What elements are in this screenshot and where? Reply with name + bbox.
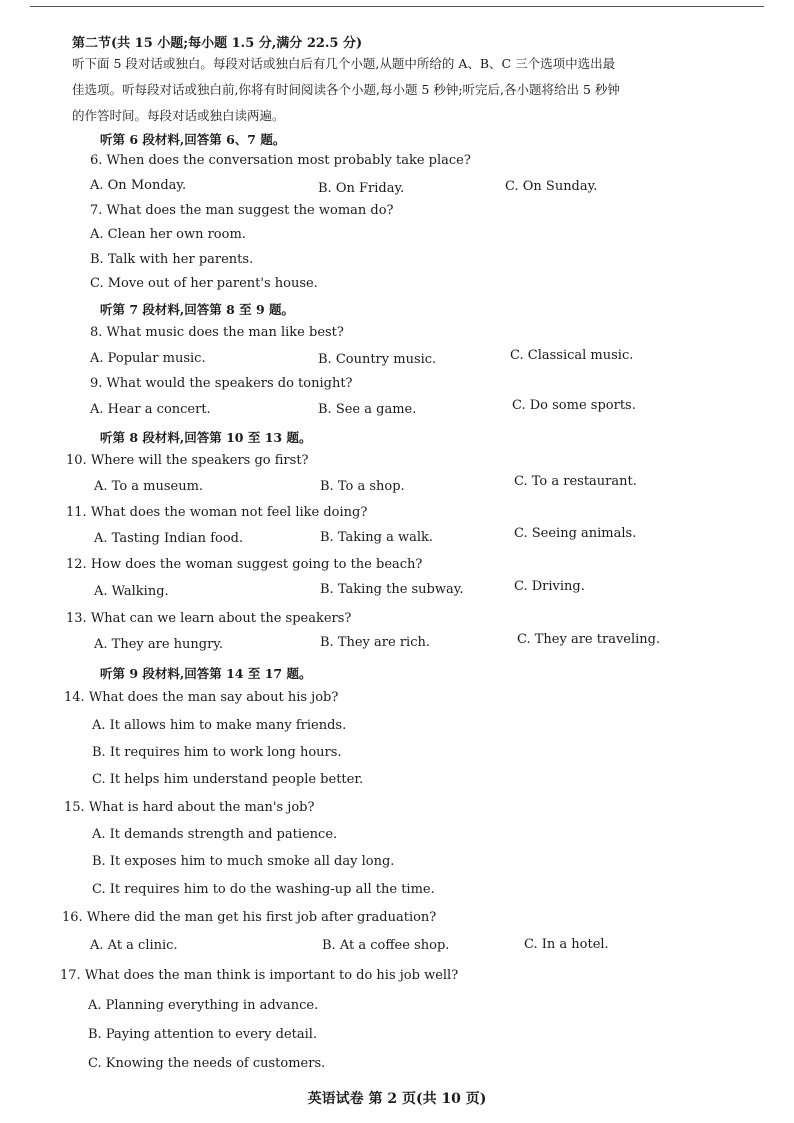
question-number: 12. [66, 557, 87, 572]
option-a: A. Popular music. [90, 351, 206, 366]
option-a: A. Tasting Indian food. [94, 531, 244, 546]
option-c: C. Knowing the needs of customers. [88, 1056, 326, 1071]
question-text: What is hard about the man's job? [88, 800, 315, 815]
option-a: A. Walking. [94, 584, 169, 599]
question-12 [66, 557, 422, 572]
option-b: B. At a coffee shop. [322, 938, 450, 953]
option-c: C. Driving. [514, 579, 585, 594]
question-text: What does the man think is important to do his job well? [84, 968, 459, 983]
question-text: What does the man suggest the woman do? [106, 203, 394, 218]
question-text: How does the woman suggest going to the beach? [90, 557, 423, 572]
question-text: What music does the man like best? [106, 325, 344, 340]
question-number: 13. [66, 611, 87, 626]
question-text: When does the conversation most probably take place? [106, 153, 471, 168]
option-a: A. At a clinic. [90, 938, 178, 953]
question-15 [64, 800, 314, 815]
material-heading: 听第 7 段材料,回答第 8 至 9 题。 [100, 302, 295, 317]
question-text: What would the speakers do tonight? [106, 376, 353, 391]
option-c: C. They are traveling. [517, 632, 661, 647]
instruction-line: 听下面 5 段对话或独白。每段对话或独白后有几个小题,从题中所给的 A、B、C 三个选项中选出最 [72, 56, 616, 71]
question-6 [90, 153, 471, 168]
option-b: B. To a shop. [320, 479, 405, 494]
question-text: What can we learn about the speakers? [90, 611, 352, 626]
question-16 [62, 910, 436, 925]
question-17 [60, 968, 458, 983]
question-number: 15. [64, 800, 85, 815]
top-rule [30, 6, 764, 7]
option-b: B. Taking a walk. [320, 530, 434, 545]
page-footer: 英语试卷 第 2 页(共 10 页) [307, 1091, 487, 1107]
question-number: 16. [62, 910, 83, 925]
question-7 [90, 203, 394, 218]
option-b: B. On Friday. [318, 181, 405, 196]
question-number: 7. [90, 203, 103, 218]
instruction-line: 佳选项。听每段对话或独白前,你将有时间阅读各个小题,每小题 5 秒钟;听完后,各小题将给出 5 秒钟 [72, 82, 620, 97]
option-a: A. On Monday. [90, 178, 187, 193]
material-heading: 听第 9 段材料,回答第 14 至 17 题。 [100, 666, 312, 681]
instruction-line: 的作答时间。每段对话或独白读两遍。 [72, 108, 285, 123]
option-b: B. They are rich. [320, 635, 430, 650]
question-11 [66, 505, 367, 520]
option-c: C. Move out of her parent's house. [90, 276, 318, 291]
question-number: 14. [64, 690, 85, 705]
option-b: B. Paying attention to every detail. [88, 1027, 318, 1042]
option-a: A. To a museum. [94, 479, 204, 494]
option-b: B. Talk with her parents. [90, 252, 254, 267]
option-a: A. It allows him to make many friends. [92, 718, 347, 733]
question-14 [64, 690, 338, 705]
option-c: C. It helps him understand people better. [92, 772, 364, 787]
question-number: 6. [90, 153, 103, 168]
question-number: 9. [90, 376, 103, 391]
question-text: What does the woman not feel like doing? [90, 505, 368, 520]
option-a: A. Planning everything in advance. [88, 998, 319, 1013]
option-b: B. It exposes him to much smoke all day long. [92, 854, 395, 869]
option-c: C. Seeing animals. [514, 526, 637, 541]
option-a: A. They are hungry. [94, 637, 224, 652]
option-b: B. Country music. [318, 352, 437, 367]
question-number: 8. [90, 325, 103, 340]
option-b: B. It requires him to work long hours. [92, 745, 342, 760]
option-c: C. On Sunday. [505, 179, 598, 194]
material-heading: 听第 6 段材料,回答第 6、7 题。 [100, 132, 286, 147]
option-a: A. Hear a concert. [90, 402, 211, 417]
question-number: 11. [66, 505, 87, 520]
question-text: What does the man say about his job? [88, 690, 339, 705]
option-c: C. Classical music. [510, 348, 634, 363]
question-10 [66, 453, 309, 468]
question-number: 17. [60, 968, 81, 983]
option-c: C. It requires him to do the washing-up all the time. [92, 882, 435, 897]
question-number: 10. [66, 453, 87, 468]
option-c: C. To a restaurant. [514, 474, 637, 489]
option-a: A. Clean her own room. [90, 227, 246, 242]
question-9 [90, 376, 353, 391]
question-text: Where will the speakers go first? [90, 453, 309, 468]
option-b: B. Taking the subway. [320, 582, 464, 597]
option-b: B. See a game. [318, 402, 417, 417]
material-heading: 听第 8 段材料,回答第 10 至 13 题。 [100, 430, 312, 445]
section-heading: 第二节(共 15 小题;每小题 1.5 分,满分 22.5 分) [72, 36, 363, 51]
question-8 [90, 325, 344, 340]
option-c: C. In a hotel. [524, 937, 609, 952]
option-a: A. It demands strength and patience. [92, 827, 338, 842]
question-13 [66, 611, 351, 626]
question-text: Where did the man get his first job after graduation? [86, 910, 437, 925]
option-c: C. Do some sports. [512, 398, 636, 413]
